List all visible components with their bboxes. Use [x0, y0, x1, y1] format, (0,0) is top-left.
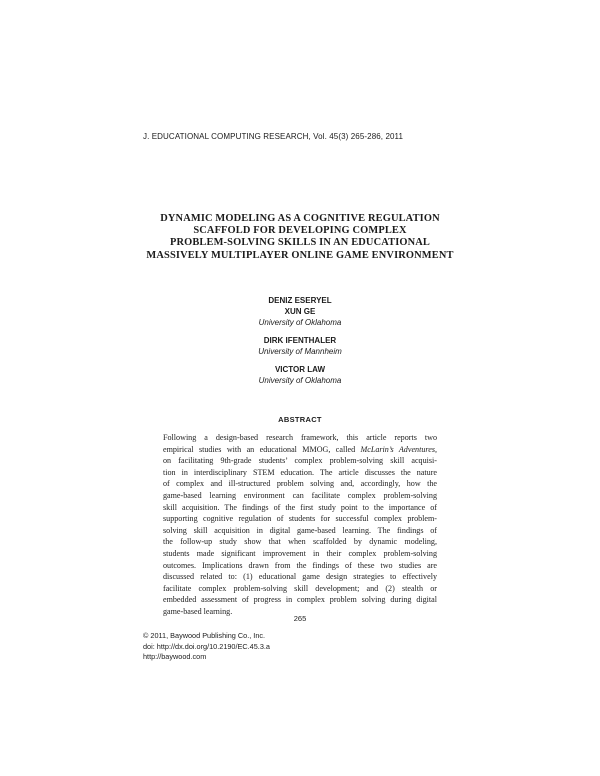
- game-title: McLarin’s Adventures,: [360, 444, 438, 454]
- abstract-line: on facilitating 9th-grade students’ complex problem-solving skill acquisi-: [163, 456, 437, 466]
- article-title: [100, 213, 500, 262]
- journal-citation-header: J. EDUCATIONAL COMPUTING RESEARCH, Vol. 45(3) 265-286, 2011: [143, 132, 404, 141]
- author-name: DIRK IFENTHALER: [263, 336, 337, 345]
- abstract-line: discussed related to: (1) educational game design strategies to effectively: [163, 572, 437, 582]
- abstract-line: skill acquisition. The findings of the first study point to the importance of: [163, 502, 437, 512]
- abstract-line: facilitate complex problem-solving skill development; and (2) stealth or: [163, 583, 437, 593]
- title-line: SCAFFOLD FOR DEVELOPING COMPLEX: [193, 225, 407, 237]
- title-line: DYNAMIC MODELING AS A COGNITIVE REGULATION: [160, 213, 440, 224]
- abstract-heading: ABSTRACT: [278, 415, 322, 424]
- copyright-notice: © 2011, Baywood Publishing Co., Inc.: [143, 631, 266, 640]
- author-block: [150, 295, 450, 386]
- abstract-line: tion in interdisciplinary STEM education. The article discusses the nature: [163, 467, 437, 477]
- abstract-line: students made significant improvement in their complex problem-solving: [163, 548, 437, 558]
- abstract-line: solving skill acquisition in digital game-based learning. The findings of: [163, 525, 437, 535]
- abstract-line: game-based learning environment can facilitate complex problem-solving: [163, 490, 437, 500]
- doi-link[interactable]: doi: http://dx.doi.org/10.2190/EC.45.3.a: [143, 641, 270, 651]
- title-line: PROBLEM-SOLVING SKILLS IN AN EDUCATIONAL: [169, 237, 431, 249]
- author-name: XUN GE: [284, 307, 316, 316]
- title-line: MASSIVELY MULTIPLAYER ONLINE GAME ENVIRONMENT: [146, 249, 454, 261]
- abstract-line: embedded assessment of progress in complex problem solving during digital: [163, 595, 437, 605]
- abstract-line: supporting cognitive regulation of students for successful complex problem-: [163, 514, 437, 524]
- author-name: DENIZ ESERYEL: [268, 296, 332, 305]
- abstract-line: of complex and ill-structured problem solving and, accordingly, how the: [163, 479, 437, 489]
- abstract-line: the follow-up study show that when scaffolded by dynamic modeling,: [163, 537, 437, 547]
- abstract-line: empirical studies with an educational MMOG, called McLarin’s Adventures,: [163, 444, 438, 454]
- author-affiliation: University of Oklahoma: [258, 376, 342, 385]
- author-affiliation: University of Oklahoma: [258, 318, 342, 327]
- abstract-line: Following a design-based research framework, this article reports two: [163, 433, 437, 442]
- publication-footer: [143, 631, 270, 663]
- page-number: 265: [293, 614, 307, 623]
- abstract-line: game-based learning.: [163, 606, 233, 616]
- abstract-line: outcomes. Implications drawn from the findings of these two studies are: [163, 560, 437, 570]
- abstract-body: [163, 432, 437, 618]
- author-name: VICTOR LAW: [274, 365, 326, 374]
- author-affiliation: University of Mannheim: [258, 347, 342, 356]
- publisher-url[interactable]: http://baywood.com: [143, 652, 207, 661]
